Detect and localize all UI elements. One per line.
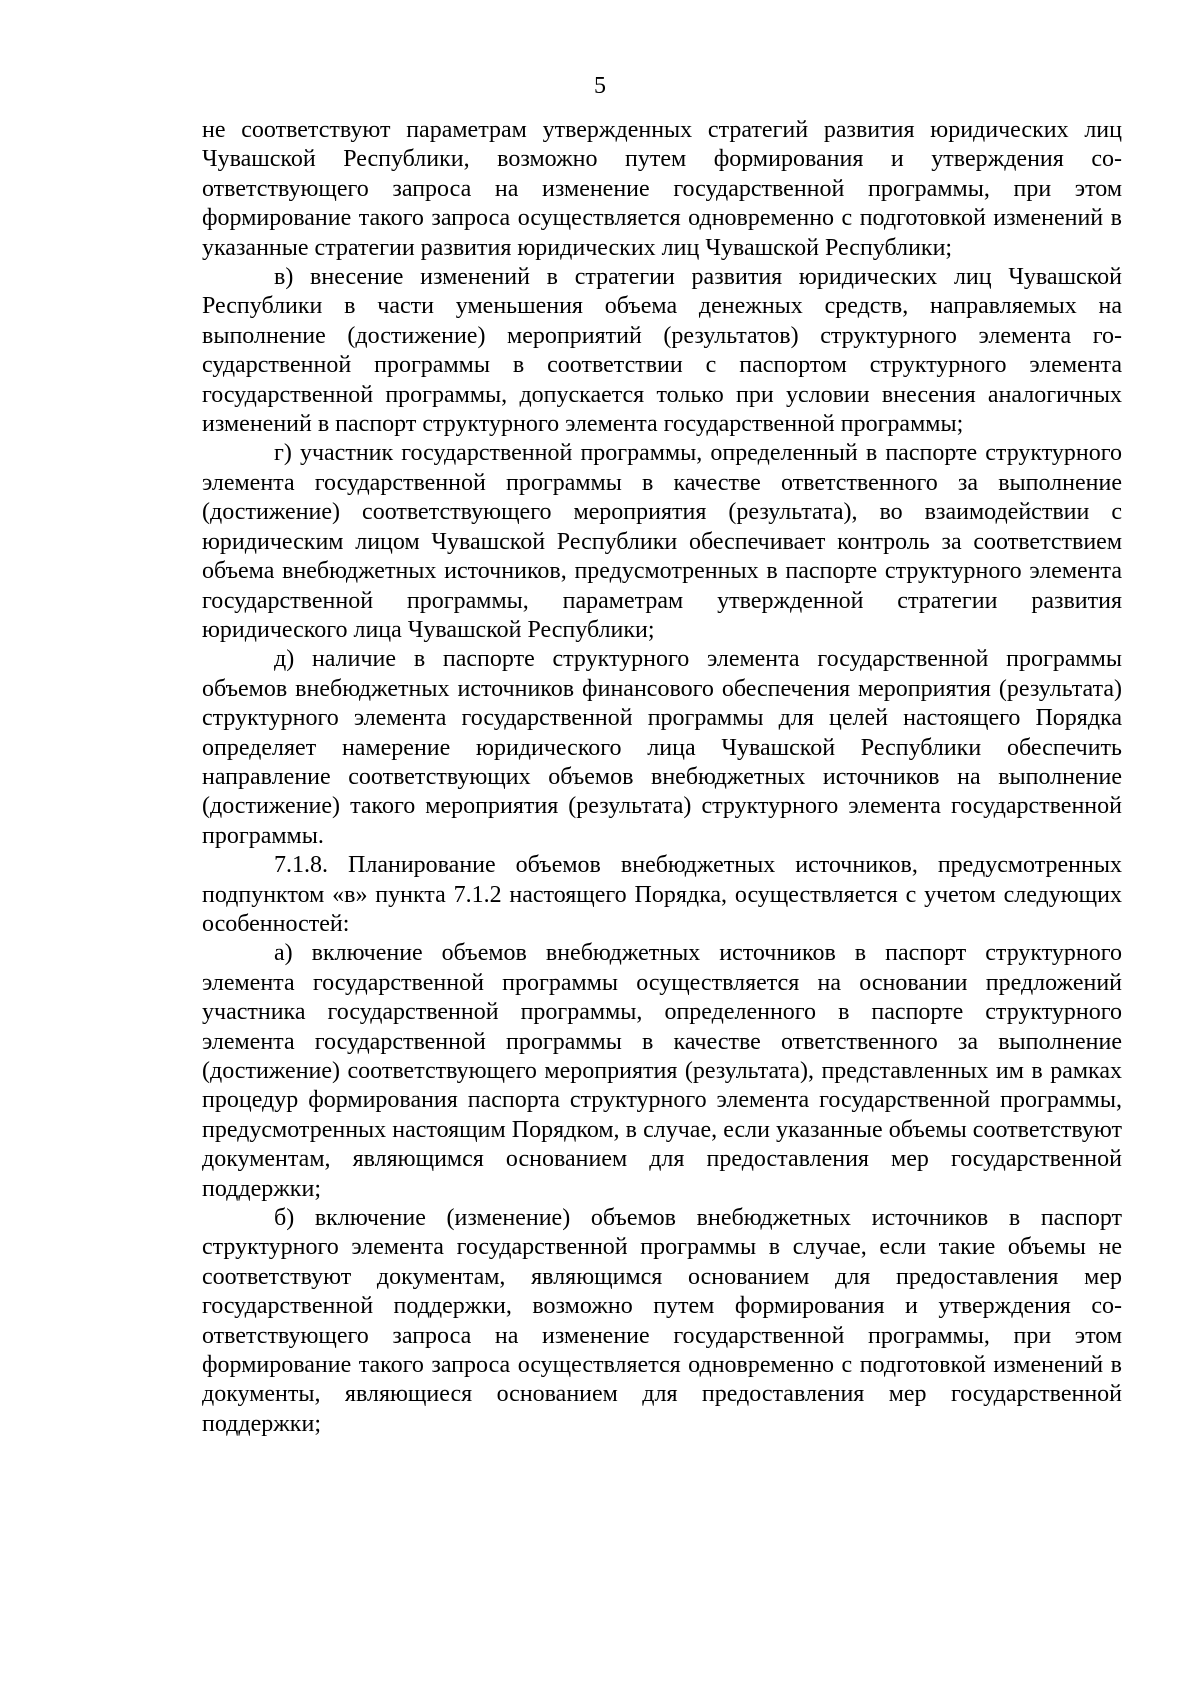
paragraph-item-v: в) внесение изменений в стратегии развития юридических лиц Чувашской Республики в части уменьшения объема денежных средств, направляемых на выполнение (достижение) мероприятий (результатов) структурного элемента государственной программы в соответствии с паспортом структурного элемента государственной программы, допускается только при условии внесения аналогичных изменений в паспорт структурного элемента государственной программы; [202, 264, 1122, 438]
document-body [202, 116, 1122, 1439]
paragraph-clause-7-1-8: 7.1.8. Планирование объемов внебюджетных источников, предусмотренных подпунктом «в» пункта 7.1.2 настоящего Порядка, осуществляется с учетом следующих особенностей: [202, 852, 1122, 937]
paragraph-item-d: д) наличие в паспорте структурного элемента государственной программы объемов внебюджетных источников финансового обеспечения мероприятия (результата) структурного элемента государственной программы для целей настоящего Порядка определяет намерение юридического лица Чувашской Республики обеспечить направление соответствующих объемов внебюджетных источников на выполнение (достижение) такого мероприятия (результата) структурного элемента государственной программы. [202, 646, 1122, 849]
page-number: 5 [594, 73, 606, 99]
paragraph-continuation: не соответствуют параметрам утвержденных стратегий развития юридических лиц Чувашской Республики, возможно путем формирования и утверждения соответствующего запроса на изменение государственной программы, при этом формирование такого запроса осуществляется одновременно с подготовкой изменений в указанные стратегии развития юридических лиц Чувашской Республики; [202, 117, 1122, 261]
paragraph-item-a: а) включение объемов внебюджетных источников в паспорт структурного элемента государственной программы осуществляется на основании предложений участника государственной программы, определенного в паспорте структурного элемента государственной программы в качестве ответственного за выполнение (достижение) соответствующего мероприятия (результата), представленных им в рамках процедур формирования паспорта структурного элемента государственной программы, предусмотренных настоящим Порядком, в случае, если указанные объемы соответствуют документам, являющимся основанием для предоставления мер государственной поддержки; [202, 940, 1122, 1202]
paragraph-item-b: б) включение (изменение) объемов внебюджетных источников в паспорт структурного элемента государственной программы в случае, если такие объемы не соответствуют документам, являющимся основанием для предоставления мер государственной поддержки, возможно путем формирования и утверждения соответствующего запроса на изменение государственной программы, при этом формирование такого запроса осуществляется одновременно с подготовкой изменений в документы, являющиеся основанием для предоставления мер государственной поддержки; [202, 1205, 1122, 1437]
paragraph-item-g: г) участник государственной программы, определенный в паспорте структурного элемента государственной программы в качестве ответственного за выполнение (достижение) соответствующего мероприятия (результата), во взаимодействии с юридическим лицом Чувашской Республики обеспечивает контроль за соответствием объема внебюджетных источников, предусмотренных в паспорте структурного элемента государственной программы, параметрам утвержденной стратегии развития юридического лица Чувашской Республики; [202, 440, 1122, 643]
